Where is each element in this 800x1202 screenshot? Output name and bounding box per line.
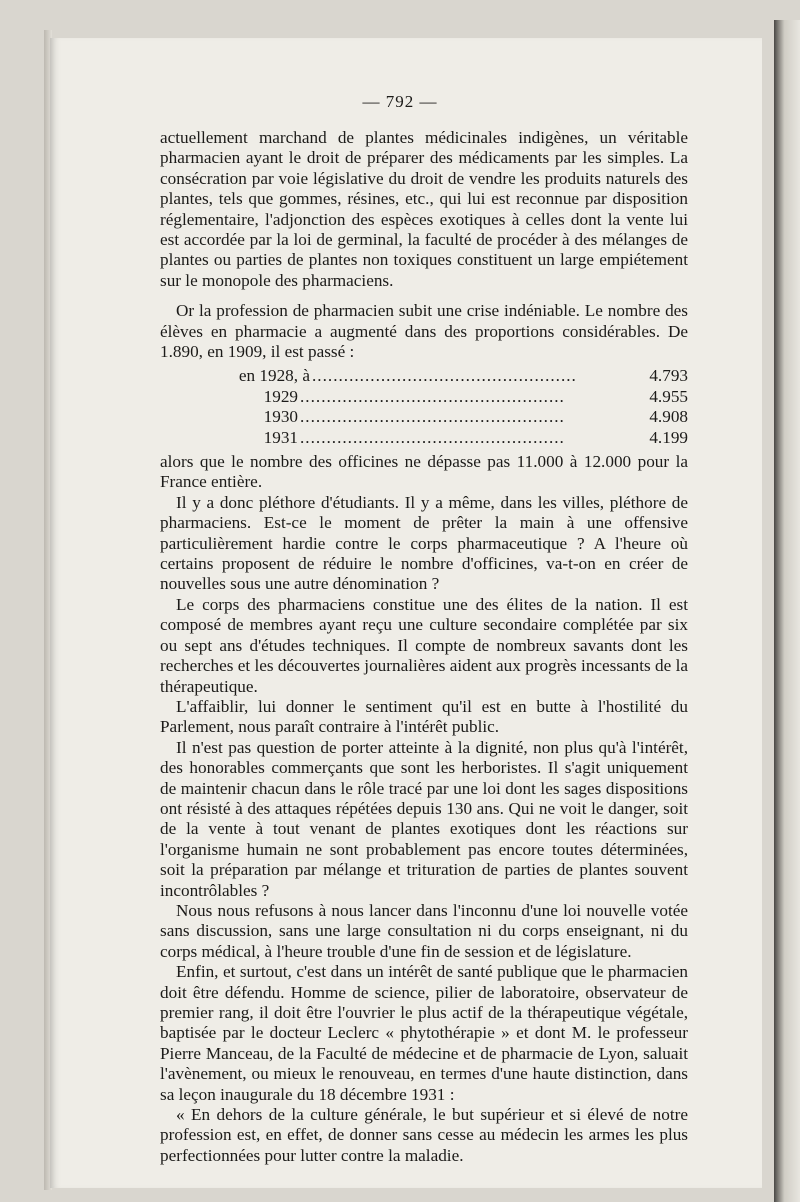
paragraph: Il n'est pas question de porter atteinte à la dignité, non plus qu'à l'intérêt, des honorables commerçants que sont les herboristes. Il s'agit uniquement de maintenir chacun dans le rôle tracé par une loi dont les sages dispositions ont résisté à des attaques répétées depuis 130 ans. Qui ne voit le danger, soit de la vente à tout venant de plantes exotiques dont les réactions sur l'organisme humain ne sont probablement pas encore toutes déterminées, soit la préparation par mélange et trituration de parties de plantes souvent incontrôlables ? [160, 737, 688, 900]
stat-value: 4.955 [649, 386, 688, 406]
paragraph: Le corps des pharmaciens constitue une des élites de la nation. Il est composé de membres ayant reçu une culture secondaire complétée par six ou sept ans d'études techniques. Il compte de nombreux savants dont les recherches et les découvertes journalières aident aux progrès incessants de la thérapeutique. [160, 594, 688, 696]
page-number: — 792 — [362, 92, 438, 111]
facing-page-edge [774, 20, 800, 1202]
stat-value: 4.793 [649, 366, 688, 386]
stat-value: 4.908 [649, 407, 688, 427]
stat-row [160, 407, 688, 427]
leader-dots: .................................................. [312, 366, 577, 386]
paragraph-continued: alors que le nombre des officines ne dépasse pas 11.000 à 12.000 pour la France entière. [160, 452, 688, 492]
stat-year: 1929 [263, 386, 298, 406]
paragraph: Enfin, et surtout, c'est dans un intérêt de santé publique que le pharmacien doit être défendu. Homme de science, pilier de laboratoire, observateur de premier rang, il doit être l'ouvrier le plus actif de la thérapeutique végétale, baptisée par le docteur Leclerc « phytothérapie » et dont M. le professeur Pierre Manceau, de la Faculté de médecine et de pharmacie de Lyon, saluait l'avènement, ou mieux le renouveau, en termes d'une haute distinction, dans sa leçon inaugurale du 18 décembre 1931 : [160, 962, 688, 1104]
paragraph: Il y a donc pléthore d'étudiants. Il y a même, dans les villes, pléthore de pharmaciens. Est-ce le moment de prêter la main à une offensive particulièrement hardie contre le corps pharmaceutique ? A l'heure où certains proposent de réduire le nombre d'officines, va-t-on en créer de nouvelles sous une autre dénomination ? [160, 492, 688, 594]
stat-row [160, 428, 688, 448]
stat-year: en 1928, à [238, 366, 310, 386]
stat-row [160, 387, 688, 407]
paragraph-continued: actuellement marchand de plantes médicinales indigènes, un véritable pharmacien ayant le droit de préparer des médicaments par les simples. La consécration par voie législative du droit de vendre les produits naturels des plantes, tels que gommes, résines, etc., qui lui est reconnue par disposition réglementaire, l'adjonction des espèces exotiques à celles dont la vente lui est accordée par la loi de germinal, la faculté de procéder à des mélanges de plantes ou parties de plantes non toxiques constituent un large empiétement sur le monopole des pharmaciens. [160, 128, 688, 290]
stat-value: 4.199 [649, 427, 688, 447]
leader-dots: .................................................. [300, 386, 565, 406]
leader-dots: .................................................. [300, 407, 565, 427]
paragraph: L'affaiblir, lui donner le sentiment qu'il est en butte à l'hostilité du Parlement, nous paraît contraire à l'intérêt public. [160, 696, 688, 737]
leader-dots: .................................................. [300, 427, 565, 447]
student-count-table [160, 366, 688, 448]
body-text [160, 128, 688, 1166]
paragraph: Nous nous refusons à nous lancer dans l'inconnu d'une loi nouvelle votée sans discussion, sans une large consultation ni du corps enseignant, ni du corps médical, à l'heure trouble d'une fin de session et de législature. [160, 900, 688, 961]
paragraph: Or la profession de pharmacien subit une crise indéniable. Le nombre des élèves en pharmacie a augmenté dans des proportions considérables. De 1.890, en 1909, il est passé : [160, 301, 688, 362]
stat-year: 1931 [263, 427, 298, 447]
stat-year: 1930 [263, 407, 298, 427]
stat-row [160, 366, 688, 386]
quotation: « En dehors de la culture générale, le but supérieur et si élevé de notre profession est, en effet, de donner sans cesse au médecin les armes les plus perfectionnées pour lutter contre la maladie. [160, 1105, 688, 1165]
